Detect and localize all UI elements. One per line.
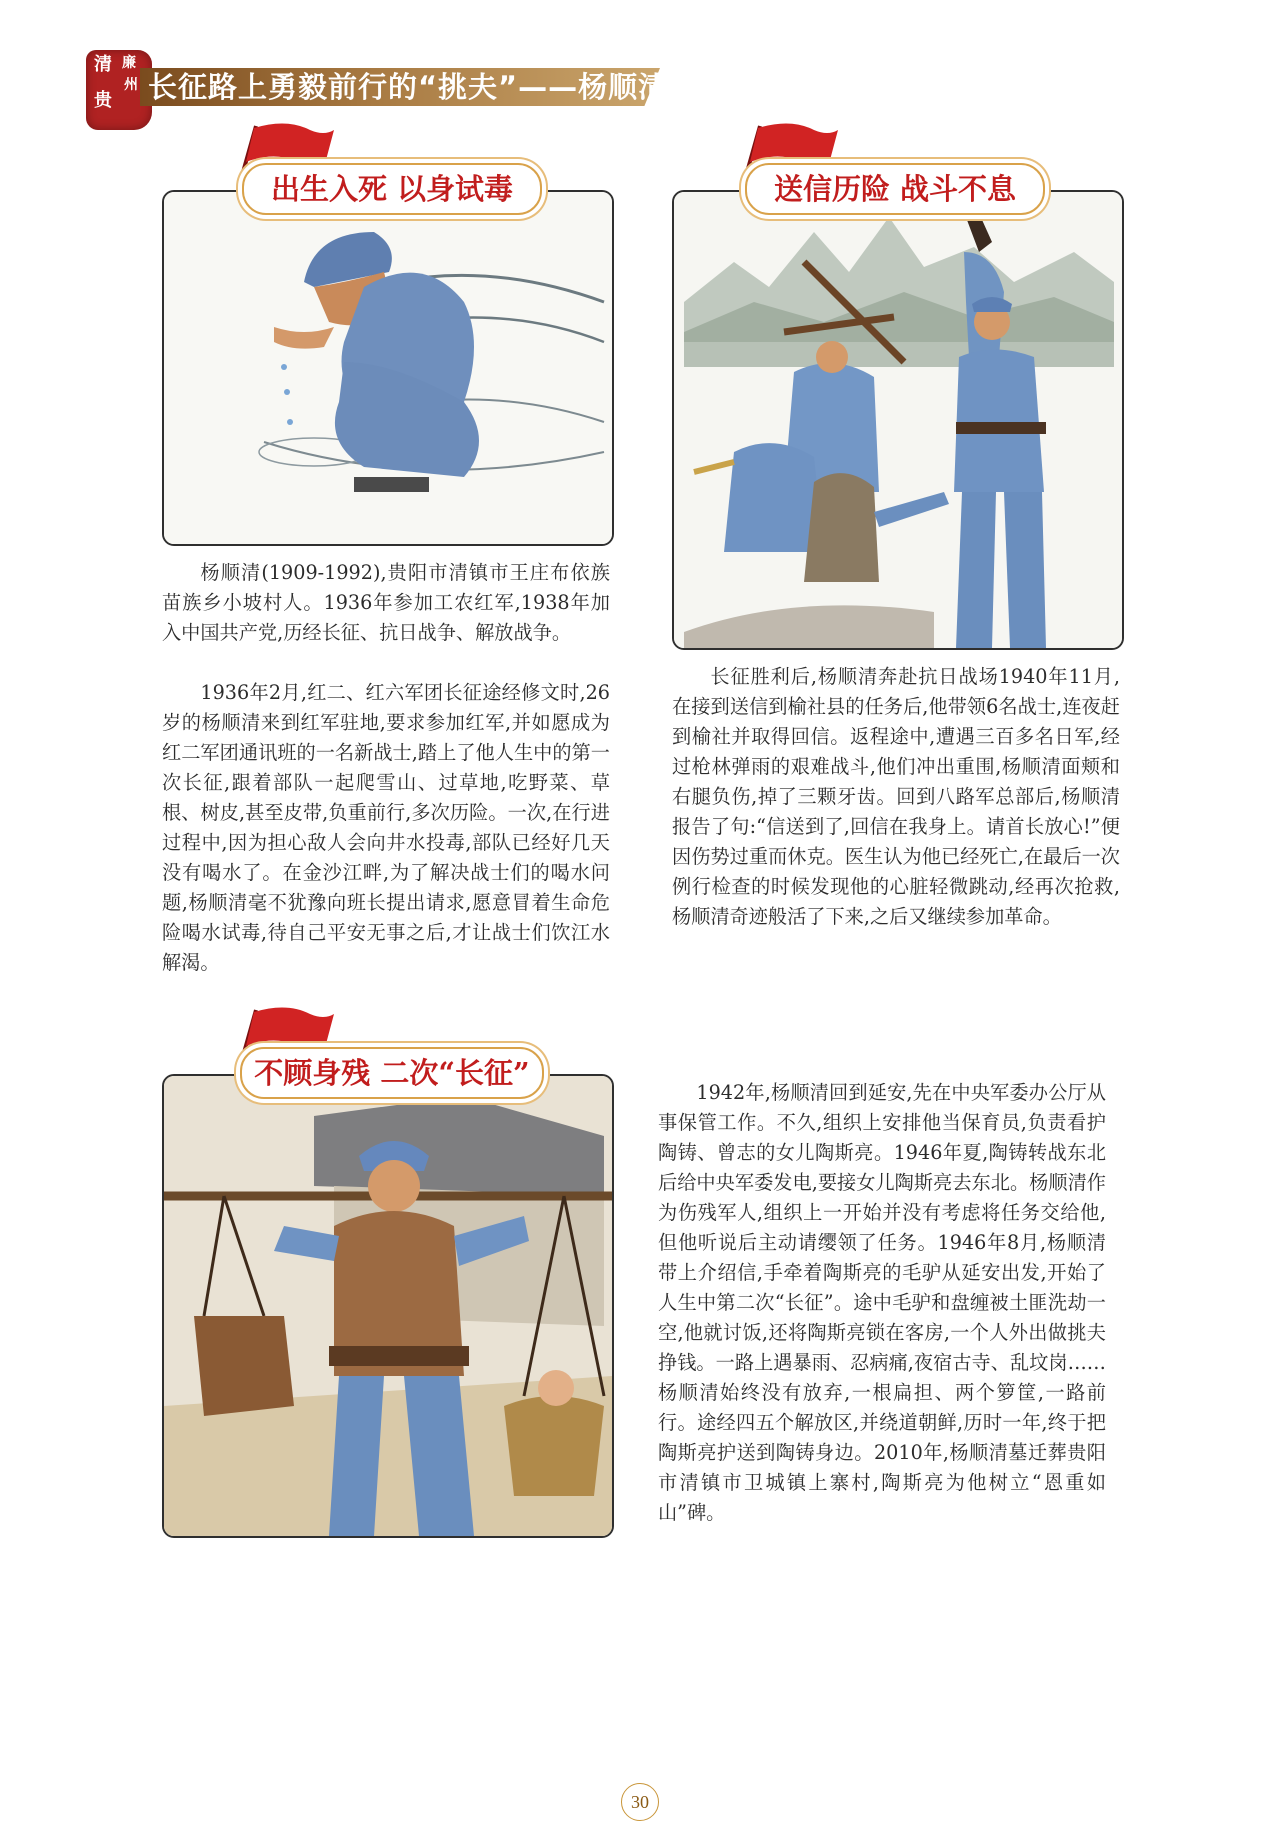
section-1-paragraph-1: 杨顺清(1909-1992),贵阳市清镇市王庄布依族苗族乡小坡村人。1936年参加工农红军,1938年加入中国共产党,历经长征、抗日战争、解放战争。 (162, 561, 610, 644)
section-2-paragraph-1: 长征胜利后,杨顺清奔赴抗日战场1940年11月,在接到送信到榆社县的任务后,他带领6名战士,连夜赶到榆社并取得回信。返程途中,遭遇三百多名日军,经过枪林弹雨的艰难战斗,他们冲出重围,杨顺清面颊和右腿负伤,掉了三颗牙齿。回到八路军总部后,杨顺清报告了句:“信送到了,回信在我身上。请首长放心!”便因伤势过重而休克。医生认为他已经死亡,在最后一次例行检查的时候发现他的心脏轻微跳动,经再次抢救,杨顺清奇迹般活了下来,之后又继续参加革命。 (672, 665, 1120, 928)
illustration-panel-2 (672, 190, 1124, 650)
page-number: 30 (621, 1783, 659, 1821)
illustration-panel-3 (162, 1074, 614, 1538)
page-title: 长征路上勇毅前行的“挑夫”——杨顺清 (148, 70, 669, 104)
section-3-paragraph-1: 1942年,杨顺清回到延安,先在中央军委办公厅从事保管工作。不久,组织上安排他当保育员,负责看护陶铸、曾志的女儿陶斯亮。1946年夏,陶铸转战东北后给中央军委发电,要接女儿陶斯亮去东北。杨顺清作为伤残军人,组织上一开始并没有考虑将任务交给他,但他听说后主动请缨领了任务。1946年8月,杨顺清带上介绍信,手牵着陶斯亮的毛驴从延安出发,开始了人生中第二次“长征”。途中毛驴和盘缠被土匪洗劫一空,他就讨饭,还将陶斯亮锁在客房,一个人外出做挑夫挣钱。一路上遇暴雨、忍病痛,夜宿古寺、乱坟岗……杨顺清始终没有放弃,一根扁担、两个箩筐,一路前行。途经四五个解放区,并绕道朝鲜,历时一年,终于把陶斯亮护送到陶铸身边。2010年,杨顺清墓迁葬贵阳市清镇市卫城镇上寨村,陶斯亮为他树立“恩重如山”碑。 (658, 1081, 1106, 1524)
section-title-3: 不顾身残 二次“长征” (240, 1047, 544, 1099)
qinglian-guizhou-logo: 清 廉 贵 州 (86, 50, 152, 130)
illustration-soldier-drinking-water (164, 192, 612, 544)
illustration-porter-with-child (164, 1076, 612, 1536)
section-title-2: 送信历险 战斗不息 (745, 163, 1045, 215)
section-1-paragraph-2: 1936年2月,红二、红六军团长征途经修文时,26岁的杨顺清来到红军驻地,要求参加红军,并如愿成为红二军团通讯班的一名新战士,踏上了他人生中的第一次长征,跟着部队一起爬雪山、过草地,吃野菜、草根、树皮,甚至皮带,负重前行,多次历险。一次,在行进过程中,因为担心敌人会向井水投毒,部队已经好几天没有喝水了。在金沙江畔,为了解决战士们的喝水问题,杨顺清毫不犹豫向班长提出请求,愿意冒着生命危险喝水试毒,待自己平安无事之后,才让战士们饮江水解渴。 (162, 681, 610, 974)
illustration-red-army-battle (674, 192, 1122, 648)
section-title-1: 出生入死 以身试毒 (242, 163, 542, 215)
illustration-panel-1 (162, 190, 614, 546)
